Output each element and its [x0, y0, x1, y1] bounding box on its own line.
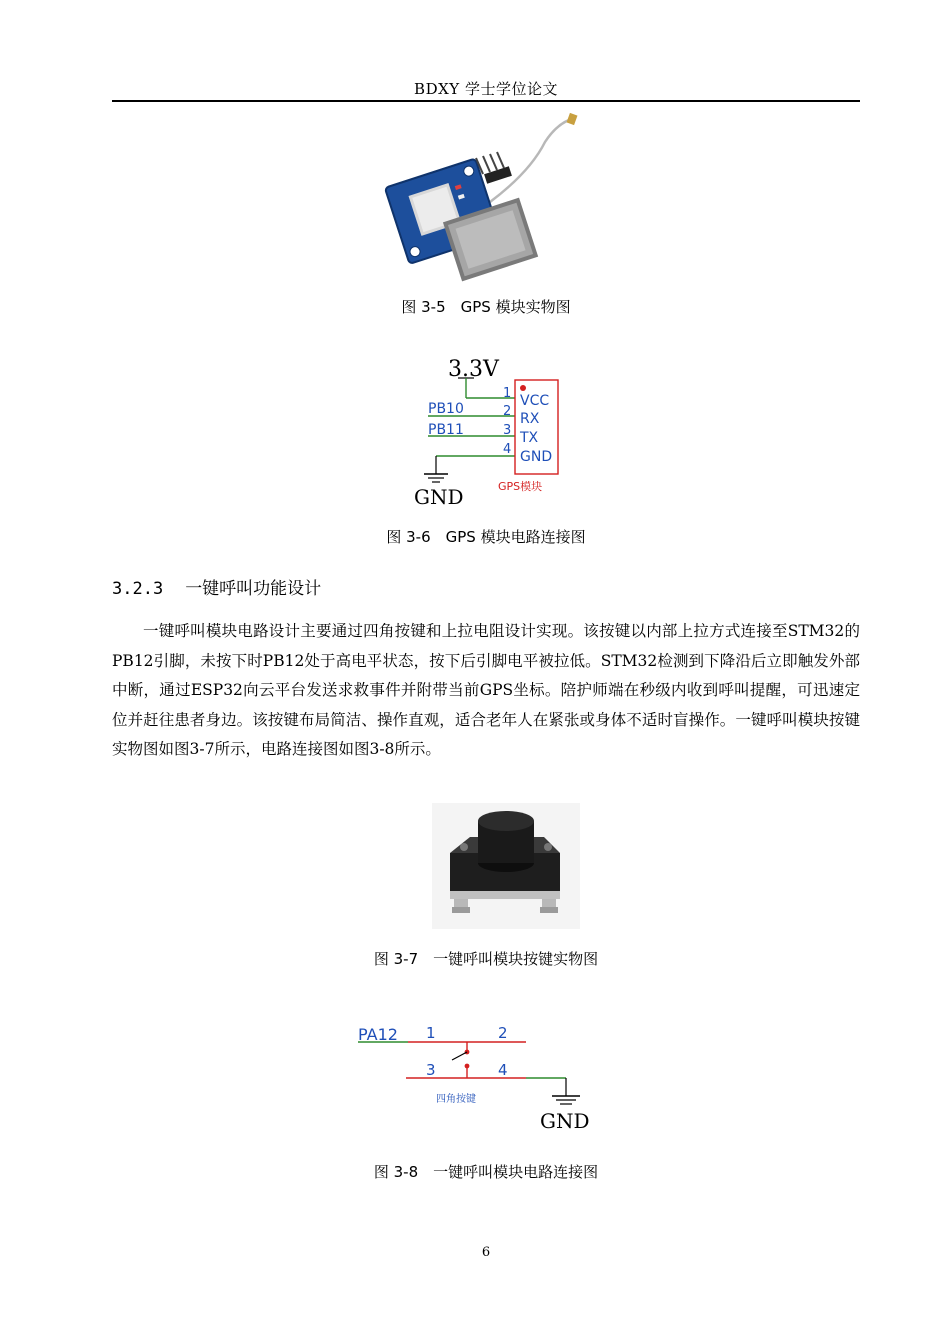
gps-circuit-diagram [410, 352, 570, 512]
gps-module-photo [380, 112, 580, 282]
section-number: 3.2.3 [112, 579, 164, 599]
figure-caption-3-8: 图 3-8 一键呼叫模块电路连接图 [373, 1163, 599, 1181]
pin-number-2: 2 [503, 404, 512, 419]
net-label-pa12: PA12 [358, 1025, 398, 1044]
ground-label: GND [414, 485, 464, 509]
pin-name-tx: TX [520, 430, 539, 446]
figure-caption-3-5: 图 3-5 GPS 模块实物图 [401, 298, 571, 316]
page-number: 6 [481, 1245, 491, 1260]
pin-number-4: 4 [503, 442, 512, 457]
pin-number-1: 1 [503, 386, 512, 401]
switch-pin-4: 4 [498, 1061, 508, 1079]
header-rule [112, 100, 860, 102]
switch-pin-2: 2 [498, 1024, 508, 1042]
pin-number-3: 3 [503, 423, 512, 438]
section-title: 一键呼叫功能设计 [185, 579, 322, 599]
button-ground-label: GND [540, 1109, 590, 1133]
switch-pin-1: 1 [426, 1024, 436, 1042]
figure-caption-3-7: 图 3-7 一键呼叫模块按键实物图 [373, 950, 599, 968]
tactile-button-photo [432, 803, 580, 929]
power-label: 3.3V [448, 357, 499, 382]
net-label-pb10: PB10 [428, 401, 464, 417]
button-circuit-diagram [356, 1018, 596, 1138]
pin-name-rx: RX [520, 411, 540, 427]
pin-name-gnd: GND [520, 449, 553, 465]
body-paragraph: 一键呼叫模块电路设计主要通过四角按键和上拉电阻设计实现。该按键以内部上拉方式连接至STM32的PB12引脚，未按下时PB12处于高电平状态，按下后引脚电平被拉低。STM32检测到下降沿后立即触发外部中断，通过ESP32向云平台发送求救事件并附带当前GPS坐标。陪护师端在秒级内收到呼叫提醒，可迅速定位并赶往患者身边。该按键布局简洁、操作直观，适合老年人在紧张或身体不适时盲操作。一键呼叫模块按键实物图如图3-7所示，电路连接图如图3-8所示。 [112, 622, 860, 758]
module-label: GPS模块 [498, 480, 543, 493]
switch-label: 四角按键 [436, 1094, 476, 1105]
pin-name-vcc: VCC [520, 393, 550, 409]
running-header: BDXY 学士学位论文 [414, 80, 558, 98]
switch-pin-3: 3 [426, 1061, 436, 1079]
net-label-pb11: PB11 [428, 422, 464, 438]
section-heading [112, 574, 321, 599]
figure-caption-3-6: 图 3-6 GPS 模块电路连接图 [386, 528, 586, 546]
